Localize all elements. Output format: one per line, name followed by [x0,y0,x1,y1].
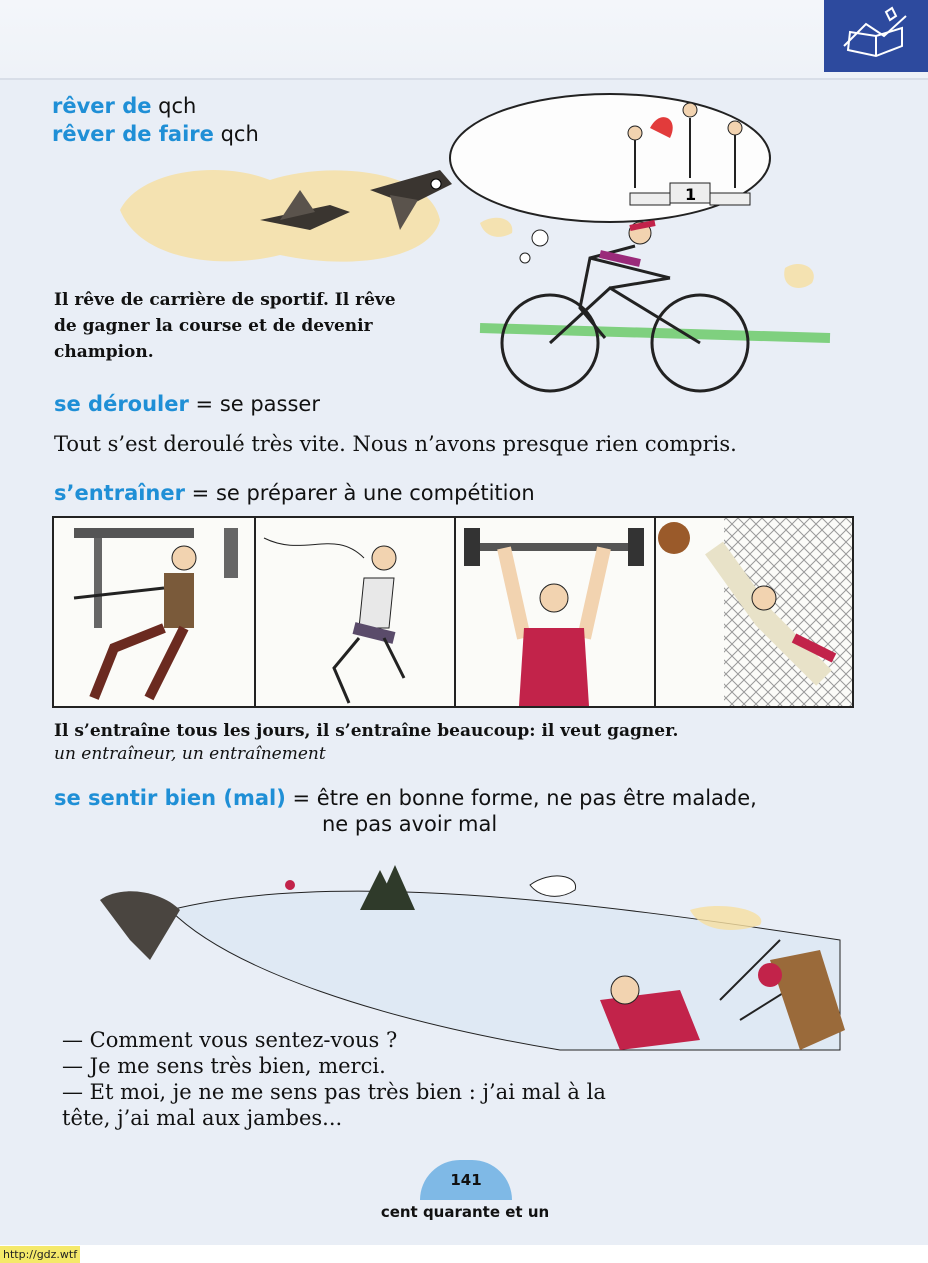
tree-icon [360,865,415,910]
training-comic-strip [52,516,854,708]
vocab-rever-de [52,94,196,118]
caption-reve-line: champion. [54,342,154,362]
bird-icon [100,891,180,960]
term-se-derouler: se dérouler [54,392,189,416]
term-rever-de-faire: rêver de faire [52,122,214,146]
def-se-sentir-2: ne pas avoir mal [322,812,498,836]
panel-goalkeeper [654,518,852,706]
def-se-derouler: = se passer [195,392,320,416]
def-rever-de-faire: qch [220,122,259,146]
birds-illustration [100,150,460,280]
ball-icon [658,522,690,554]
caption-reve [54,287,434,365]
vocab-se-derouler [54,392,320,416]
term-se-sentir: se sentir bien (mal) [54,786,286,810]
page-number: 141 [420,1160,512,1200]
dialog-block [62,1027,606,1131]
dialog-line: — Et moi, je ne me sens pas très bien : j’ai mal à la [62,1080,606,1104]
dialog-line: — Comment vous sentez-vous ? [62,1028,398,1052]
source-link[interactable]: http://gdz.wtf [0,1246,80,1263]
vocab-se-sentir [54,786,757,810]
panel-runner [254,518,456,706]
term-rever-de: rêver de [52,94,152,118]
caption-reve-line: Il rêve de carrière de sportif. Il rêve [54,290,396,310]
caption-entraine-sub: un entraîneur, un entraînement [54,744,326,764]
vocab-sentrainer [54,481,535,505]
caption-reve-line: de gagner la course et de devenir [54,316,373,336]
corner-badge [824,0,928,72]
def-se-sentir-1: = être en bonne forme, ne pas être malade, [292,786,757,810]
sentence-deroule: Tout s’est deroulé très vite. Nous n’avons presque rien compris. [54,432,737,456]
page-number-words: cent quarante et un [380,1203,550,1221]
vocab-rever-de-faire [52,122,259,146]
book-icon [836,6,916,66]
podium-place: 1 [685,185,697,204]
top-bar [0,0,928,80]
cyclist-illustration [440,88,840,398]
def-rever-de: qch [158,94,197,118]
panel-weightlifter [454,518,656,706]
term-sentrainer: s’entraîner [54,481,185,505]
def-sentrainer: = se préparer à une compétition [191,481,535,505]
caption-entraine: Il s’entraîne tous les jours, il s’entraîne beaucoup: il veut gagner. [54,721,679,741]
dialog-line: tête, j’ai mal aux jambes... [62,1106,343,1130]
panel-gym-machine [54,518,256,706]
dialog-line: — Je me sens très bien, merci. [62,1054,386,1078]
